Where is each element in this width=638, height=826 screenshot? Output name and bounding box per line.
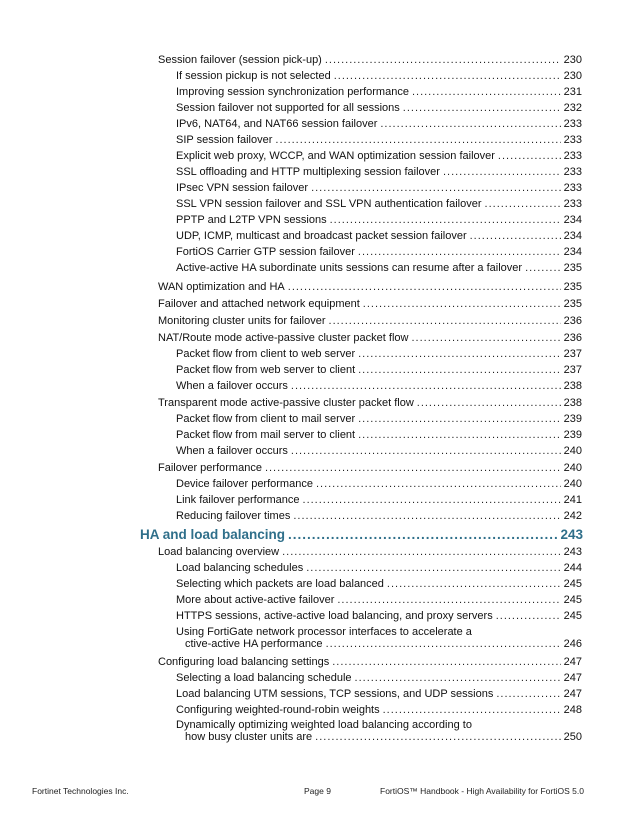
toc-entry-page: 240: [563, 445, 582, 457]
dot-leader: [311, 182, 561, 195]
toc-entry-title-continuation: how busy cluster units are: [185, 731, 313, 743]
toc-entry-title: WAN optimization and HA: [158, 281, 285, 293]
toc-entry-title: Configuring weighted-round-robin weights: [176, 704, 380, 716]
toc-entry[interactable]: [176, 70, 582, 83]
dot-leader: [380, 118, 560, 131]
toc-entry-title: Packet flow from client to mail server: [176, 413, 356, 425]
toc-entry-page: 248: [563, 704, 582, 716]
dot-leader: [288, 527, 557, 543]
footer-company: Fortinet Technologies Inc.: [32, 786, 129, 796]
dot-leader: [496, 688, 560, 701]
toc-entry[interactable]: [158, 315, 582, 328]
dot-leader: [403, 102, 561, 115]
toc-entry[interactable]: [176, 672, 582, 685]
toc-entry-page: 239: [563, 413, 582, 425]
toc-entry-title: Improving session synchronization performance: [176, 86, 409, 98]
toc-entry[interactable]: [176, 429, 582, 442]
toc-entry-page: 240: [563, 478, 582, 490]
toc-entry[interactable]: [176, 182, 582, 195]
toc-entry-page: 234: [563, 246, 582, 258]
toc-entry[interactable]: [176, 380, 582, 393]
toc-entry-title: SIP session failover: [176, 134, 273, 146]
toc-entry[interactable]: [176, 704, 582, 717]
toc-entry[interactable]: [176, 214, 582, 227]
toc-entry-page: 235: [563, 298, 582, 310]
toc-entry-title: More about active-active failover: [176, 594, 335, 606]
toc-entry-page: 233: [563, 198, 582, 210]
toc-section-page: 243: [560, 527, 583, 542]
toc-entry-page: 238: [563, 380, 582, 392]
toc-entry[interactable]: [158, 397, 582, 410]
toc-entry-page: 250: [563, 731, 582, 743]
toc-entry-page: 233: [563, 182, 582, 194]
toc-entry[interactable]: [176, 262, 582, 275]
dot-leader: [291, 380, 561, 393]
toc-entry-page: 247: [563, 672, 582, 684]
toc-entry-title: Load balancing UTM sessions, TCP sessions, and UDP sessions: [176, 688, 494, 700]
toc-section-title: HA and load balancing: [140, 527, 286, 542]
toc-entry[interactable]: [176, 198, 582, 211]
toc-entry-title: When a failover occurs: [176, 445, 288, 457]
toc-entry[interactable]: [176, 348, 582, 361]
footer-document-title: FortiOS™ Handbook - High Availability for FortiOS 5.0: [380, 786, 584, 796]
toc-entry-page: 245: [563, 610, 582, 622]
dot-leader: [417, 397, 561, 410]
toc-entry[interactable]: [185, 731, 582, 744]
toc-entry[interactable]: [176, 246, 582, 259]
dot-leader: [411, 332, 560, 345]
toc-entry[interactable]: [176, 578, 582, 591]
dot-leader: [363, 298, 561, 311]
dot-leader: [329, 315, 561, 328]
toc-entry-title: Monitoring cluster units for failover: [158, 315, 326, 327]
toc-entry[interactable]: [158, 462, 582, 475]
dot-leader: [485, 198, 561, 211]
toc-entry-title: Selecting a load balancing schedule: [176, 672, 352, 684]
toc-entry[interactable]: [158, 54, 582, 67]
dot-leader: [358, 429, 561, 442]
toc-entry-page: 236: [563, 332, 582, 344]
dot-leader: [355, 672, 561, 685]
toc-entry-page: 236: [563, 315, 582, 327]
toc-entry-page: 234: [563, 230, 582, 242]
toc-entry-title: SSL VPN session failover and SSL VPN authentication failover: [176, 198, 482, 210]
toc-entry-title: Explicit web proxy, WCCP, and WAN optimization session failover: [176, 150, 495, 162]
toc-entry-title: UDP, ICMP, multicast and broadcast packet session failover: [176, 230, 467, 242]
toc-entry[interactable]: [158, 332, 582, 345]
toc-entry-title: Load balancing overview: [158, 546, 280, 558]
toc-entry[interactable]: [158, 281, 582, 294]
toc-entry-title: Reducing failover times: [176, 510, 291, 522]
dot-leader: [325, 54, 561, 67]
toc-entry-title: Packet flow from client to web server: [176, 348, 356, 360]
footer-page-number: Page 9: [304, 786, 331, 796]
dot-leader: [383, 704, 561, 717]
toc-entry-page: 235: [563, 262, 582, 274]
dot-leader: [337, 594, 560, 607]
toc-entry-title: Selecting which packets are load balanced: [176, 578, 384, 590]
toc-entry-title-continuation: ctive-active HA performance: [185, 638, 323, 650]
toc-entry-title: If session pickup is not selected: [176, 70, 331, 82]
toc-entry[interactable]: [176, 413, 582, 426]
toc-entry-title: HTTPS sessions, active-active load balancing, and proxy servers: [176, 610, 493, 622]
toc-entry-page: 230: [563, 54, 582, 66]
toc-entry-title: When a failover occurs: [176, 380, 288, 392]
dot-leader: [525, 262, 561, 275]
dot-leader: [316, 478, 561, 491]
toc-entry-title-line1[interactable]: Using FortiGate network processor interfaces to accelerate a: [176, 626, 472, 638]
toc-entry[interactable]: [176, 166, 582, 179]
dot-leader: [358, 246, 561, 259]
dot-leader: [443, 166, 561, 179]
toc-entry-page: 237: [563, 364, 582, 376]
toc-entry-title: Transparent mode active-passive cluster packet flow: [158, 397, 414, 409]
dot-leader: [306, 562, 560, 575]
toc-entry-title: IPsec VPN session failover: [176, 182, 309, 194]
toc-section-heading[interactable]: [140, 527, 583, 543]
dot-leader: [358, 413, 561, 426]
dot-leader: [412, 86, 561, 99]
dot-leader: [334, 70, 561, 83]
toc-entry-title: Failover and attached network equipment: [158, 298, 360, 310]
toc-entry-page: 235: [563, 281, 582, 293]
toc-entry-title: Packet flow from web server to client: [176, 364, 356, 376]
dot-leader: [387, 578, 561, 591]
dot-leader: [498, 150, 561, 163]
toc-entry-title: Packet flow from mail server to client: [176, 429, 356, 441]
toc-entry[interactable]: [176, 150, 582, 163]
toc-entry-page: 232: [563, 102, 582, 114]
toc-entry[interactable]: [176, 230, 582, 243]
toc-entry[interactable]: [176, 134, 582, 147]
toc-entry-title: PPTP and L2TP VPN sessions: [176, 214, 327, 226]
toc-entry[interactable]: [176, 610, 582, 623]
toc-entry-title-line1[interactable]: Dynamically optimizing weighted load balancing according to: [176, 719, 472, 731]
dot-leader: [330, 214, 561, 227]
toc-entry[interactable]: [176, 478, 582, 491]
dot-leader: [282, 546, 561, 559]
toc-entry[interactable]: [176, 118, 582, 131]
toc-entry-title: Device failover performance: [176, 478, 313, 490]
dot-leader: [358, 364, 561, 377]
toc-entry-page: 245: [563, 578, 582, 590]
dot-leader: [288, 281, 561, 294]
dot-leader: [358, 348, 561, 361]
toc-entry-title: Session failover (session pick-up): [158, 54, 322, 66]
toc-entry[interactable]: [176, 562, 582, 575]
toc-entry[interactable]: [176, 102, 582, 115]
dot-leader: [470, 230, 561, 243]
toc-entry-page: 247: [563, 688, 582, 700]
dot-leader: [275, 134, 560, 147]
toc-entry-page: 238: [563, 397, 582, 409]
dot-leader: [496, 610, 561, 623]
dot-leader: [326, 638, 561, 651]
toc-entry-title: FortiOS Carrier GTP session failover: [176, 246, 355, 258]
toc-entry[interactable]: [176, 688, 582, 701]
toc-entry-page: 233: [563, 166, 582, 178]
toc-entry[interactable]: [176, 594, 582, 607]
toc-entry-page: 241: [563, 494, 582, 506]
toc-entry-page: 233: [563, 150, 582, 162]
dot-leader: [265, 462, 561, 475]
toc-entry-title: Load balancing schedules: [176, 562, 304, 574]
toc-entry-title: Session failover not supported for all sessions: [176, 102, 400, 114]
toc-entry[interactable]: [176, 86, 582, 99]
toc-entry-page: 244: [563, 562, 582, 574]
toc-entry-title: Active-active HA subordinate units sessions can resume after a failover: [176, 262, 523, 274]
toc-entry-title: Configuring load balancing settings: [158, 656, 330, 668]
toc-entry-page: 230: [563, 70, 582, 82]
toc-entry[interactable]: [176, 494, 582, 507]
toc-entry-page: 233: [563, 134, 582, 146]
toc-entry[interactable]: [176, 364, 582, 377]
dot-leader: [315, 731, 560, 744]
toc-entry[interactable]: [158, 298, 582, 311]
toc-entry-page: 246: [563, 638, 582, 650]
toc-entry[interactable]: [158, 546, 582, 559]
toc-entry-title: SSL offloading and HTTP multiplexing session failover: [176, 166, 440, 178]
toc-entry-page: 233: [563, 118, 582, 130]
toc-entry-page: 245: [563, 594, 582, 606]
toc-entry-page: 237: [563, 348, 582, 360]
toc-entry-title: Failover performance: [158, 462, 262, 474]
toc-entry-title: Link failover performance: [176, 494, 300, 506]
toc-entry-page: 240: [563, 462, 582, 474]
toc-entry-page: 243: [563, 546, 582, 558]
toc-entry-title: IPv6, NAT64, and NAT66 session failover: [176, 118, 378, 130]
toc-entry-title: NAT/Route mode active-passive cluster packet flow: [158, 332, 409, 344]
toc-entry[interactable]: [176, 445, 582, 458]
toc-entry-page: 231: [563, 86, 582, 98]
dot-leader: [291, 445, 561, 458]
toc-entry-page: 247: [563, 656, 582, 668]
dot-leader: [332, 656, 560, 669]
dot-leader: [303, 494, 561, 507]
toc-entry[interactable]: [185, 638, 582, 651]
toc-entry[interactable]: [176, 510, 582, 523]
toc-entry-page: 239: [563, 429, 582, 441]
toc-entry-page: 234: [563, 214, 582, 226]
toc-entry[interactable]: [158, 656, 582, 669]
dot-leader: [293, 510, 560, 523]
toc-entry-page: 242: [563, 510, 582, 522]
